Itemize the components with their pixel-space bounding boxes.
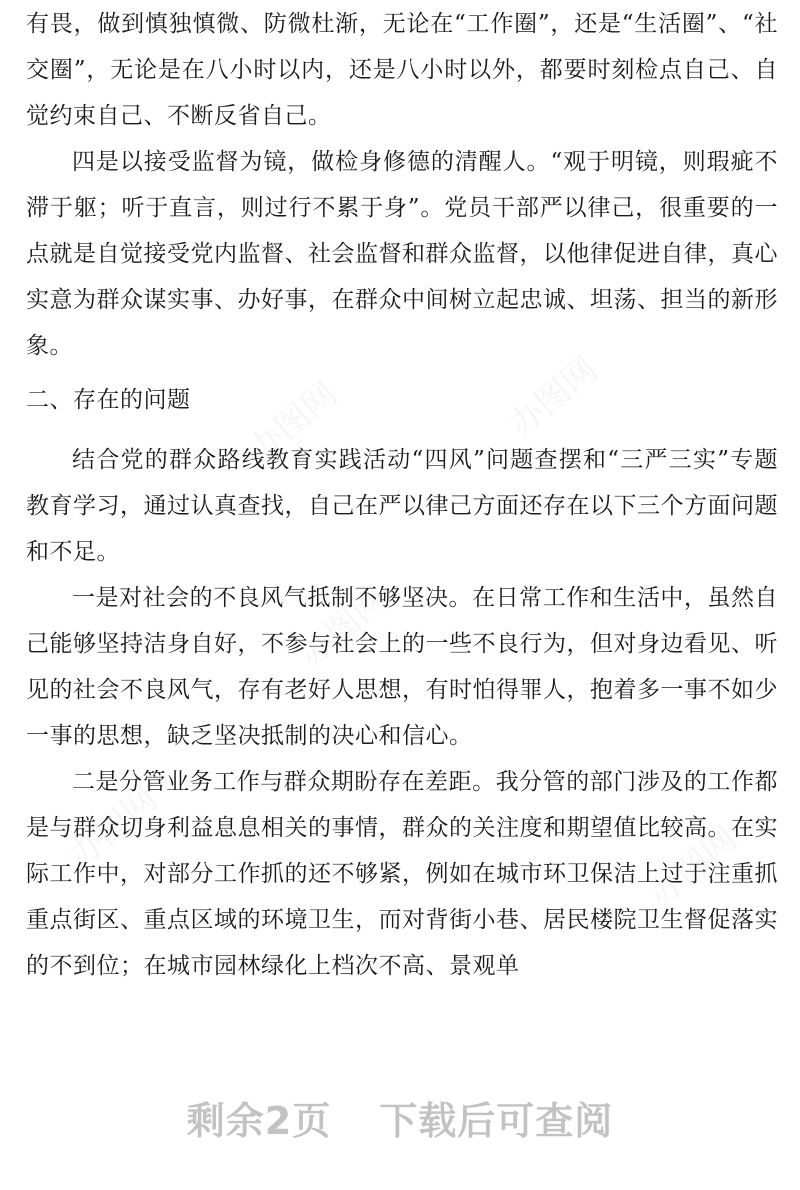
download-notice[interactable] [0,1090,800,1145]
remaining-pages-label: 剩余2页 [186,1099,332,1143]
spacer [26,423,778,437]
watermark: 办图网 [641,819,746,916]
paragraph-section-intro: 结合党的群众路线教育实践活动“四风”问题查摆和“三严三实”专题教育学习，通过认真查找，自己在严以律己方面还存在以下三个方面问题和不足。 [26,447,778,565]
paragraph-problem-two: 二是分管业务工作与群众期盼存在差距。我分管的部门涉及的工作都是与群众切身利益息息相关的事情，群众的关注度和期望值比较高。在实际工作中，对部分工作抓的还不够紧，例如在城市环卫保洁上过于注重抓重点街区、重点区域的环境卫生，而对背街小巷、居民楼院卫生督促落实的不到位；在城市园林绿化上档次不高、景观单 [26,769,778,979]
paragraph-point-four: 四是以接受监督为镜，做检身修德的清醒人。“观于明镜，则瑕疵不滞于躯；听于直言，则过行不累于身”。党员干部严以律己，很重要的一点就是自觉接受党内监督、社会监督和群众监督，以他律促进自律，真心实意为群众谋实事、办好事，在群众中间树立起忠诚、坦荡、担当的新形象。 [26,149,778,359]
watermark: 办图网 [61,779,166,876]
download-to-view-label: 下载后可查阅 [379,1099,614,1143]
document-body [26,0,778,989]
spacer [26,369,778,377]
paragraph-intro-continuation: 有畏，做到慎独慎微、防微杜渐，无论在“工作圈”，还是“生活圈”、“社交圈”，无论是在八小时以内，还是八小时以外，都要时刻检点自己、自觉约束自己、不断反省自己。 [26,11,778,129]
watermark: 办图网 [501,349,606,446]
section-heading: 二、存在的问题 [26,387,191,413]
paragraph-problem-one: 一是对社会的不良风气抵制不够坚决。在日常工作和生活中，虽然自己能够坚持洁身自好，不参与社会上的一些不良行为，但对身边看见、听见的社会不良风气，存有老好人思想，有时怕得罪人，抱着多一事不如少一事的思想，缺乏坚决抵制的决心和信心。 [26,585,778,749]
watermark: 办图网 [291,579,396,676]
watermark: 办图网 [241,374,346,471]
